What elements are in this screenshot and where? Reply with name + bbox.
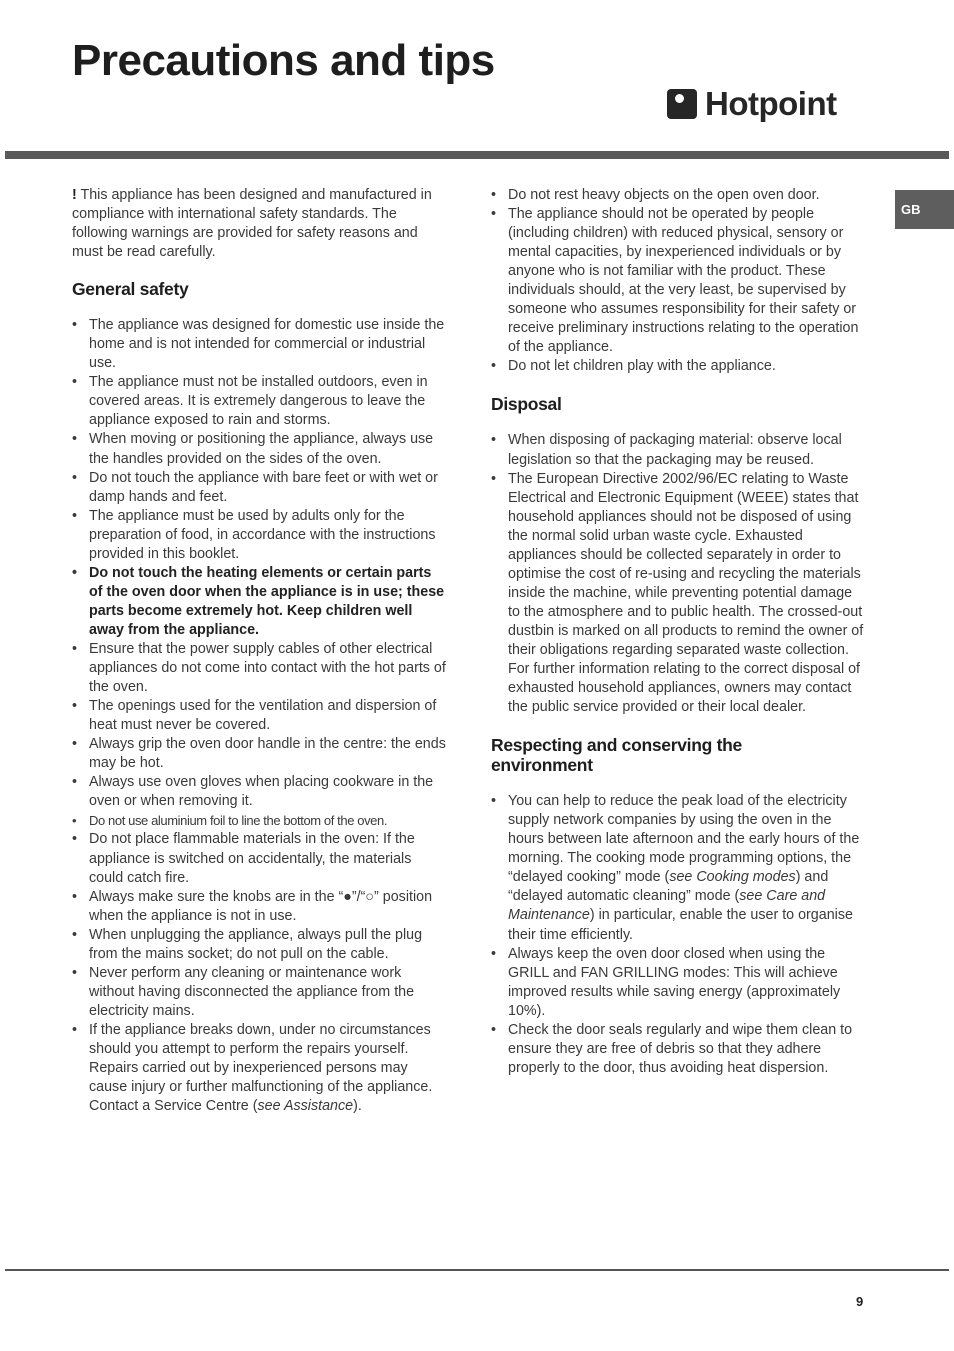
intro-paragraph bbox=[72, 186, 448, 262]
cross-reference: see Care and Maintenance bbox=[508, 888, 826, 924]
list-item: • Always make sure the knobs are in the “●”/“○” position when the appliance is not in use. bbox=[72, 888, 448, 926]
list-item: • When unplugging the appliance, always pull the plug from the mains socket; do not pull on the cable. bbox=[72, 926, 448, 964]
list-item: • Do not use aluminium foil to line the bottom of the oven. bbox=[72, 811, 448, 830]
list-item-text: ). bbox=[353, 1098, 362, 1115]
intro-text: This appliance has been designed and manufactured in compliance with international safety standards. The following warnings are provided for safety reasons and must be read carefully. bbox=[72, 187, 432, 261]
list-item: • When moving or positioning the appliance, always use the handles provided on the sides of the oven. bbox=[72, 430, 448, 468]
heading-line: Respecting and conserving the bbox=[491, 735, 742, 756]
list-item bbox=[491, 792, 865, 944]
language-tab: GB bbox=[895, 190, 954, 229]
spacer bbox=[491, 717, 865, 735]
heading-line: environment bbox=[491, 755, 593, 776]
spacer bbox=[491, 376, 865, 394]
disposal-list bbox=[491, 431, 865, 717]
list-item: • Always keep the oven door closed when using the GRILL and FAN GRILLING modes: This will achieve improved results while saving energy (approximately 10%). bbox=[491, 945, 865, 1021]
footer-rule bbox=[5, 1269, 949, 1271]
list-item: • The appliance should not be operated by people (including children) with reduced physical, sensory or mental capacities, by inexperienced individuals or by anyone who is not familiar with the product. These individuals should, at the very least, be supervised by someone who assumes responsibility for their safety or receive preliminary instructions relating to the operation of the appliance. bbox=[491, 205, 865, 357]
left-column bbox=[72, 186, 448, 1116]
page-number: 9 bbox=[856, 1294, 864, 1309]
environment-heading bbox=[491, 735, 865, 775]
list-item: • Ensure that the power supply cables of other electrical appliances do not come into contact with the hot parts of the oven. bbox=[72, 640, 448, 697]
list-item-text: ) in particular, enable the user to organise their time efficiently. bbox=[508, 907, 853, 943]
list-item: • Never perform any cleaning or maintenance work without having disconnected the appliance from the electricity mains. bbox=[72, 964, 448, 1021]
list-item: • Do not place flammable materials in the oven: If the appliance is switched on accidentally, the materials could catch fire. bbox=[72, 830, 448, 887]
list-item: • Always grip the oven door handle in the centre: the ends may be hot. bbox=[72, 735, 448, 773]
safety-continued-list bbox=[491, 186, 865, 376]
general-safety-heading: General safety bbox=[72, 279, 189, 300]
list-item: • Check the door seals regularly and wipe them clean to ensure they are free of debris so that they adhere properly to the door, thus avoiding heat dispersion. bbox=[491, 1021, 865, 1078]
list-item: • The appliance must not be installed outdoors, even in covered areas. It is extremely dangerous to leave the appliance exposed to rain and storms. bbox=[72, 373, 448, 430]
warning-mark: ! bbox=[72, 187, 77, 203]
page-title: Precautions and tips bbox=[72, 36, 495, 85]
brand-logo bbox=[667, 84, 837, 124]
list-item-text: You can help to reduce the peak load of the electricity supply network companies by using the oven in the hours between late afternoon and the early hours of the morning. The cooking mode programming options, the “delayed cooking” mode ( bbox=[508, 793, 860, 886]
cross-reference: see Cooking modes bbox=[669, 869, 796, 886]
brand-name: Hotpoint bbox=[705, 85, 837, 122]
header-rule bbox=[5, 151, 949, 159]
list-item: • The appliance must be used by adults only for the preparation of food, in accordance with the instructions provided in this booklet. bbox=[72, 507, 448, 564]
list-item-text: If the appliance breaks down, under no circumstances should you attempt to perform the repairs yourself. Repairs carried out by inexperienced persons may cause injury or further malfunctioning of the appliance. Contact a Service Centre ( bbox=[89, 1021, 433, 1115]
environment-list bbox=[491, 792, 865, 1078]
general-safety-list bbox=[72, 316, 448, 1116]
list-item: • Do not rest heavy objects on the open oven door. bbox=[491, 186, 865, 205]
list-item: • Do not touch the appliance with bare feet or with wet or damp hands and feet. bbox=[72, 469, 448, 507]
list-item: • The European Directive 2002/96/EC relating to Waste Electrical and Electronic Equipment (WEEE) states that household appliances should not be disposed of using the normal solid urban waste cycle. Exhausted appliances should be collected separately in order to optimise the cost of re-using and recycling the materials inside the machine, while preventing potential damage to the atmosphere and to public health. The crossed-out dustbin is marked on all products to remind the owner of their obligations regarding separated waste collection. For further information relating to the correct disposal of exhausted household appliances, owners may contact the public service provided or their local dealer. bbox=[491, 470, 865, 718]
list-item: • Do not let children play with the appliance. bbox=[491, 357, 865, 376]
list-item-warning: • Do not touch the heating elements or certain parts of the oven door when the appliance is in use; these parts become extremely hot. Keep children well away from the appliance. bbox=[72, 564, 448, 640]
cross-reference: see Assistance bbox=[257, 1098, 354, 1115]
list-item: • The appliance was designed for domestic use inside the home and is not intended for commercial or industrial use. bbox=[72, 316, 448, 373]
list-item-text: ) and “delayed automatic cleaning” mode ( bbox=[508, 869, 829, 905]
disposal-heading: Disposal bbox=[491, 394, 562, 415]
list-item: • Always use oven gloves when placing cookware in the oven or when removing it. bbox=[72, 773, 448, 811]
list-item: • The openings used for the ventilation and dispersion of heat must never be covered. bbox=[72, 697, 448, 735]
hotpoint-logo-icon bbox=[667, 89, 697, 119]
list-item: • When disposing of packaging material: observe local legislation so that the packaging may be reused. bbox=[491, 431, 865, 469]
right-column bbox=[491, 186, 865, 1078]
list-item bbox=[72, 1021, 448, 1116]
